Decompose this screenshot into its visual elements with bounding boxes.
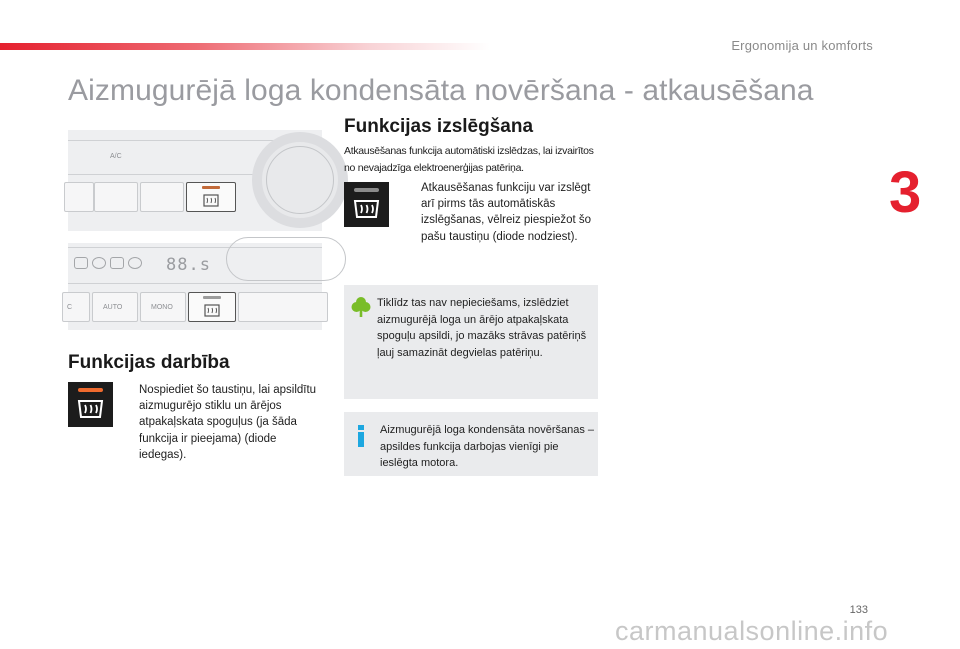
header-accent-bar [0, 43, 490, 50]
climate-symbols [74, 257, 164, 273]
info-note [344, 412, 598, 476]
section-header: Ergonomija un komforts [731, 38, 873, 53]
button-label-c: C [67, 304, 73, 311]
button-label-auto: AUTO [103, 304, 123, 311]
defrost-button-off-icon [344, 182, 389, 227]
operation-title: Funkcijas darbība [68, 352, 230, 373]
ac-label: A/C [110, 153, 122, 160]
switch-off-title: Funkcijas izslēgšana [344, 116, 534, 137]
button-label-mono: MONO [151, 304, 173, 311]
rear-defrost-icon [77, 397, 104, 419]
dashboard-photo-bottom [68, 243, 322, 330]
led-on-indicator [78, 388, 103, 392]
page-number: 133 [849, 604, 868, 616]
operation-text: Nospiediet šo taustiņu, lai apsildītu aizmugurējo stiklu un ārējos atpakaļskata spoguļus (ja šāda funkcija ir pieejama) (diode iedegas). [139, 384, 317, 461]
switch-off-text: Atkausēšanas funkciju var izslēgt arī pirms tās automātiskās izslēgšanas, vēlreiz piespiežot šo pašu taustiņu (diode nodziest). [421, 182, 592, 243]
eco-note-text: Tiklīdz tas nav nepieciešams, izslēdziet aizmugurējā loga un ārējo atpakaļskata spoguļu apsildi, jo mazāks strāvas patēriņš ļauj samazināt degvielas patēriņu. [377, 297, 587, 359]
eco-note [344, 285, 598, 399]
info-icon [354, 425, 368, 447]
switch-off-intro: Atkausēšanas funkcija automātiski izslēdzas, lai izvairītos no nevajadzīga elektroenerģijas patēriņa. [344, 145, 594, 174]
dashboard-photo-top [68, 130, 322, 231]
switch-off-instruction [421, 180, 601, 245]
defrost-button-on-icon [68, 382, 113, 427]
rear-defrost-icon [353, 197, 380, 219]
watermark: carmanualsonline.info [615, 616, 889, 646]
eco-tree-icon [351, 296, 371, 318]
display-digits: 88.s [166, 255, 211, 275]
page-title: Aizmugurējā loga kondensāta novēršana - atkausēšana [68, 74, 814, 107]
operation-instruction [139, 382, 317, 463]
dashboard-defrost-button-bottom [188, 292, 236, 322]
info-note-text: Aizmugurējā loga kondensāta novēršanas – apsildes funkcija darbojas vienīgi pie ieslēgta motora. [380, 424, 595, 469]
chapter-number: 3 [889, 160, 922, 225]
led-off-indicator [354, 188, 379, 192]
dashboard-defrost-button-top [186, 182, 236, 212]
